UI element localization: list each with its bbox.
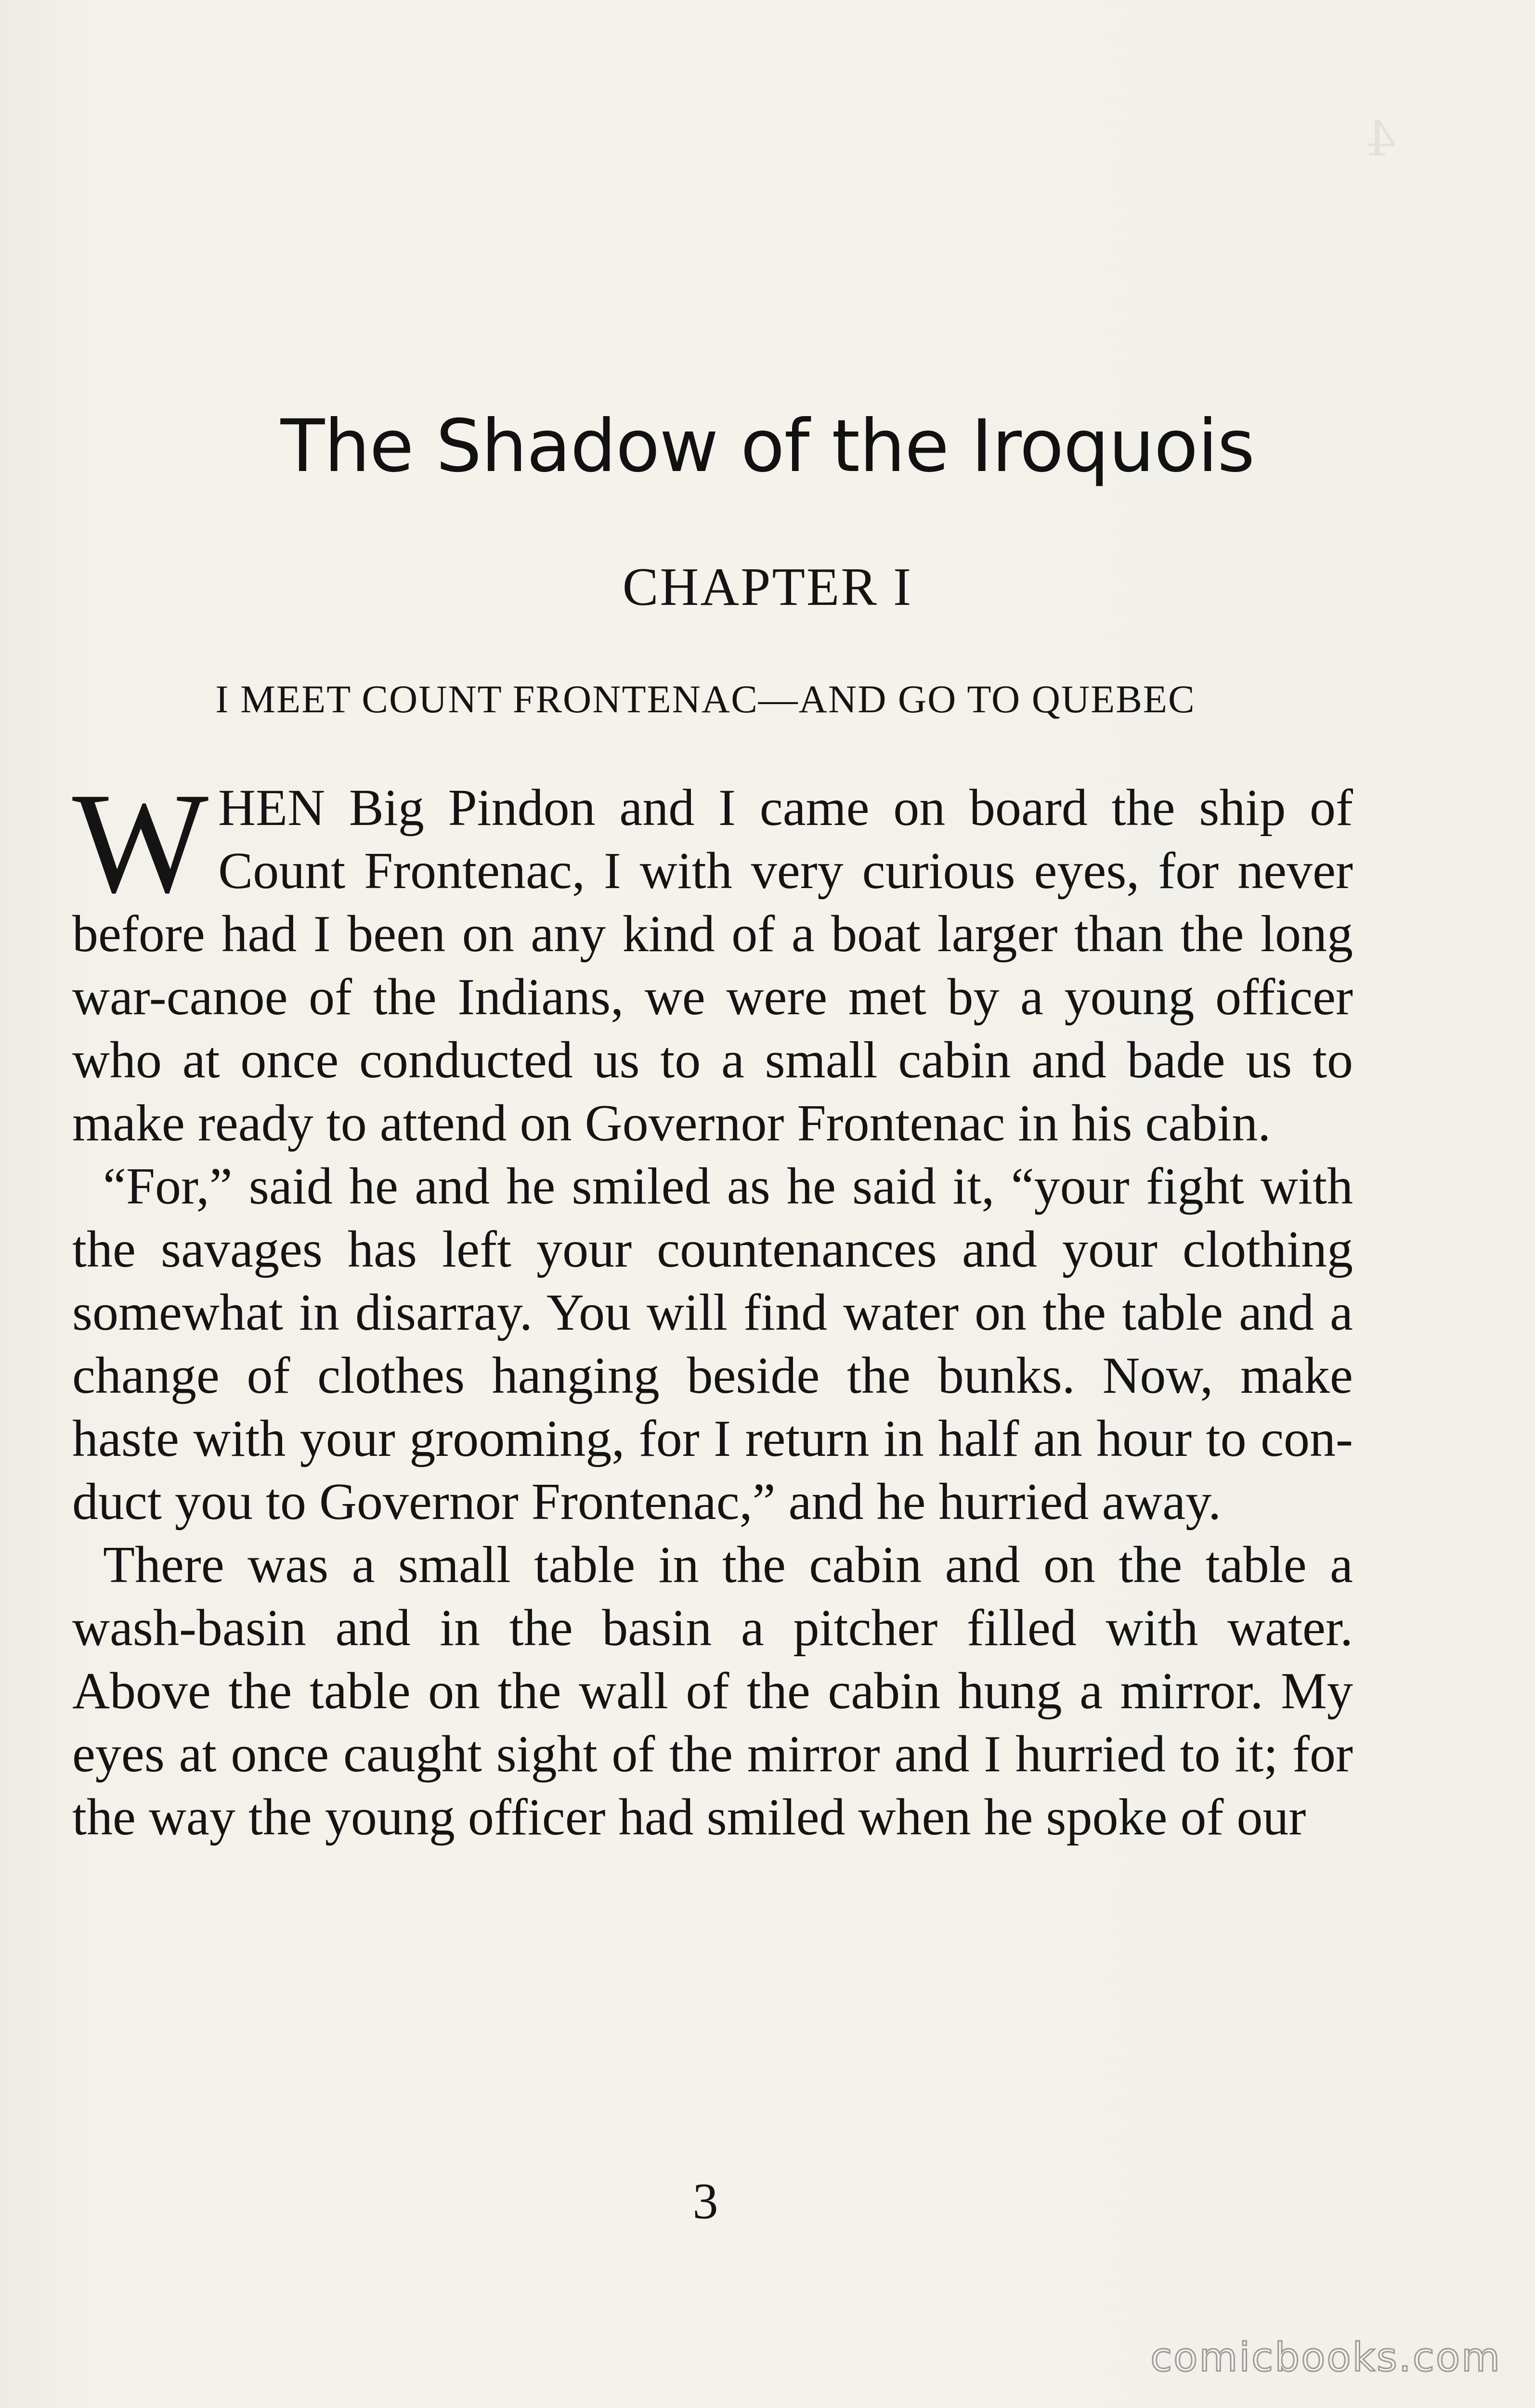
chapter-number: CHAPTER I (622, 557, 913, 617)
paragraph-2: “For,” said he and he smiled as he said it, “your fight with the savages has left your countenances and your clothing somewhat in disarray. You will find water on the table and a change of clothes hanging beside the bunks. Now, make haste with your grooming, for I return in half an hour to conduct you to Governor Frontenac,” and he hurried away. (72, 1158, 1353, 1531)
book-title: The Shadow of the Iroquois (280, 405, 1255, 488)
page-number: 3 (692, 2173, 718, 2229)
paragraph-1 (72, 763, 1353, 1155)
paragraph-1-text: HEN Big Pindon and I came on board the ship of Count Frontenac, I with very curious eyes, for never before had I been on any kind of a boat larger than the long war-canoe of the Indians, we were met by a young officer who at once conducted us to a small cabin and bade us to make ready to attend on Governor Frontenac in his cabin. (72, 779, 1353, 1152)
body-text (72, 763, 1353, 1849)
drop-cap: W (72, 763, 209, 923)
paragraph-3: There was a small table in the cabin and on the table a wash-basin and in the basin a pitcher filled with water. Above the table on the wall of the cabin hung a mirror. My eyes at once caught sight of the mirror and I hurried to it; for the way the young officer had smiled when he spoke of our (72, 1536, 1353, 1846)
watermark-logo: comicbooks.com (1150, 2335, 1501, 2381)
bleed-through-header: 4 (615, 111, 1396, 167)
chapter-title: I MEET COUNT FRONTENAC—AND GO TO QUEBEC (215, 677, 1196, 721)
